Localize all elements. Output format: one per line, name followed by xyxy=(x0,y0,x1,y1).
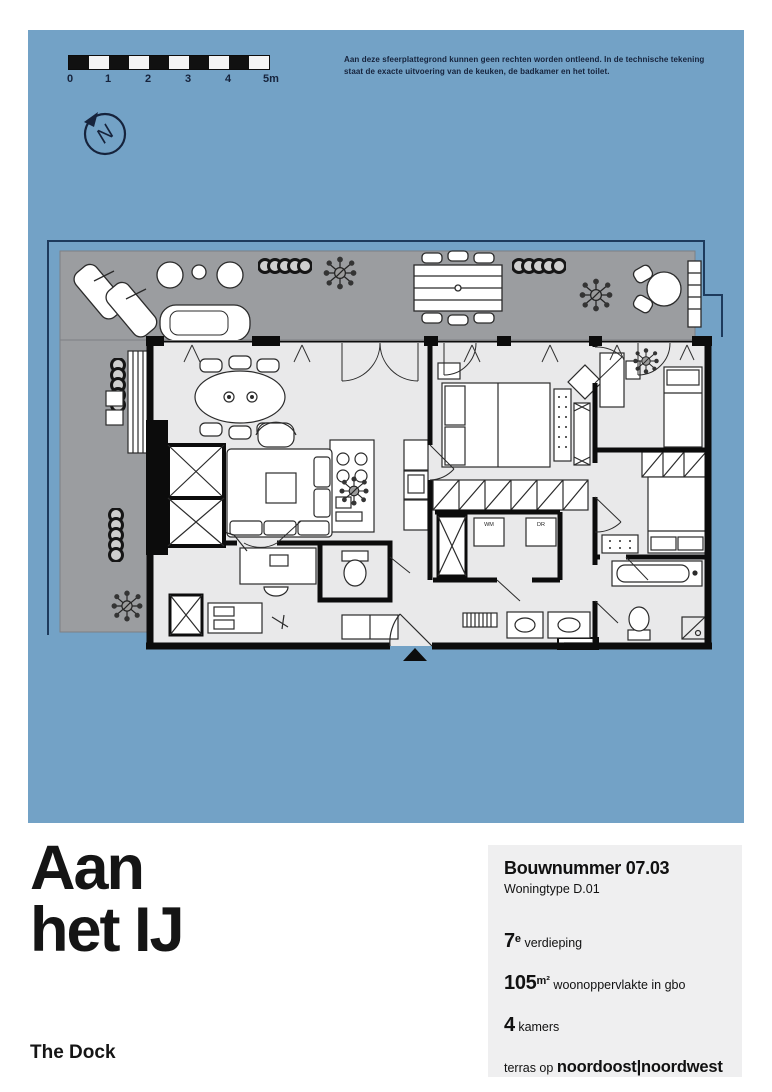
disclaimer-line1: Aan deze sfeerplattegrond kunnen geen rechten worden ontleend. In de technische tekening xyxy=(344,55,705,64)
washing-machine-label: WM xyxy=(484,522,494,528)
scale-label-2: 2 xyxy=(144,73,152,85)
floorplan-drawing xyxy=(42,235,730,667)
washbasin xyxy=(507,612,543,638)
armchair xyxy=(256,422,296,447)
rooms-row xyxy=(504,1014,726,1037)
bouwnummer: Bouwnummer 07.03 xyxy=(504,858,670,878)
plant-icon xyxy=(339,476,368,505)
plant-icon xyxy=(112,591,143,622)
dryer-label: DR xyxy=(537,522,545,528)
area-row xyxy=(504,972,726,995)
scale-bar-labels xyxy=(66,73,279,87)
scale-bar-segments xyxy=(68,55,270,70)
hedge-icon xyxy=(513,260,566,273)
area-value: 105 xyxy=(504,972,537,994)
area-unit: m² xyxy=(536,974,550,987)
woningtype: Woningtype D.01 xyxy=(504,882,600,896)
disclaimer-line2: staat de exacte uitvoering van de keuken, de badkamer en het toilet. xyxy=(344,67,610,77)
closets xyxy=(168,445,224,546)
rooms-value: 4 xyxy=(504,1014,515,1036)
north-label: N xyxy=(92,120,119,148)
scale-bar xyxy=(66,55,279,87)
terrace-row xyxy=(504,1058,726,1077)
info-panel xyxy=(488,845,742,1077)
scale-label-1: 1 xyxy=(104,73,112,85)
hedge-icon xyxy=(110,509,123,562)
scale-label-0: 0 xyxy=(66,73,74,85)
scale-label-4: 4 xyxy=(224,73,232,85)
plan-background-panel xyxy=(28,30,744,823)
area-label: woonoppervlakte in gbo xyxy=(553,978,686,992)
title-block xyxy=(30,833,183,965)
plant-icon xyxy=(580,279,613,312)
floor-sup: e xyxy=(514,932,521,945)
floor-label: verdieping xyxy=(524,936,583,950)
scale-label-5: 5m xyxy=(263,73,279,85)
terrace-value: noordoost|noordwest xyxy=(556,1058,723,1076)
radiator xyxy=(463,613,497,627)
floor-row xyxy=(504,930,726,953)
plant-icon xyxy=(324,257,357,290)
kitchen-cabinets xyxy=(404,440,428,530)
sofa xyxy=(227,449,332,537)
north-indicator xyxy=(78,106,132,160)
rooms-label: kamers xyxy=(518,1020,560,1034)
terrace-label: terras op xyxy=(504,1061,554,1075)
title-line2: het IJ xyxy=(30,894,183,965)
hedge-icon xyxy=(259,260,312,273)
washbasin xyxy=(548,612,590,638)
disclaimer-text xyxy=(344,54,739,79)
title-line1: Aan xyxy=(30,833,144,903)
entrance-marker-icon xyxy=(403,648,427,661)
floor-value: 7 xyxy=(504,930,515,952)
kitchen-island xyxy=(330,440,374,532)
terrace-sofa xyxy=(160,305,250,341)
project-name: The Dock xyxy=(30,1042,116,1063)
dining-table xyxy=(195,371,285,423)
scale-label-3: 3 xyxy=(184,73,192,85)
wardrobe xyxy=(433,480,588,510)
